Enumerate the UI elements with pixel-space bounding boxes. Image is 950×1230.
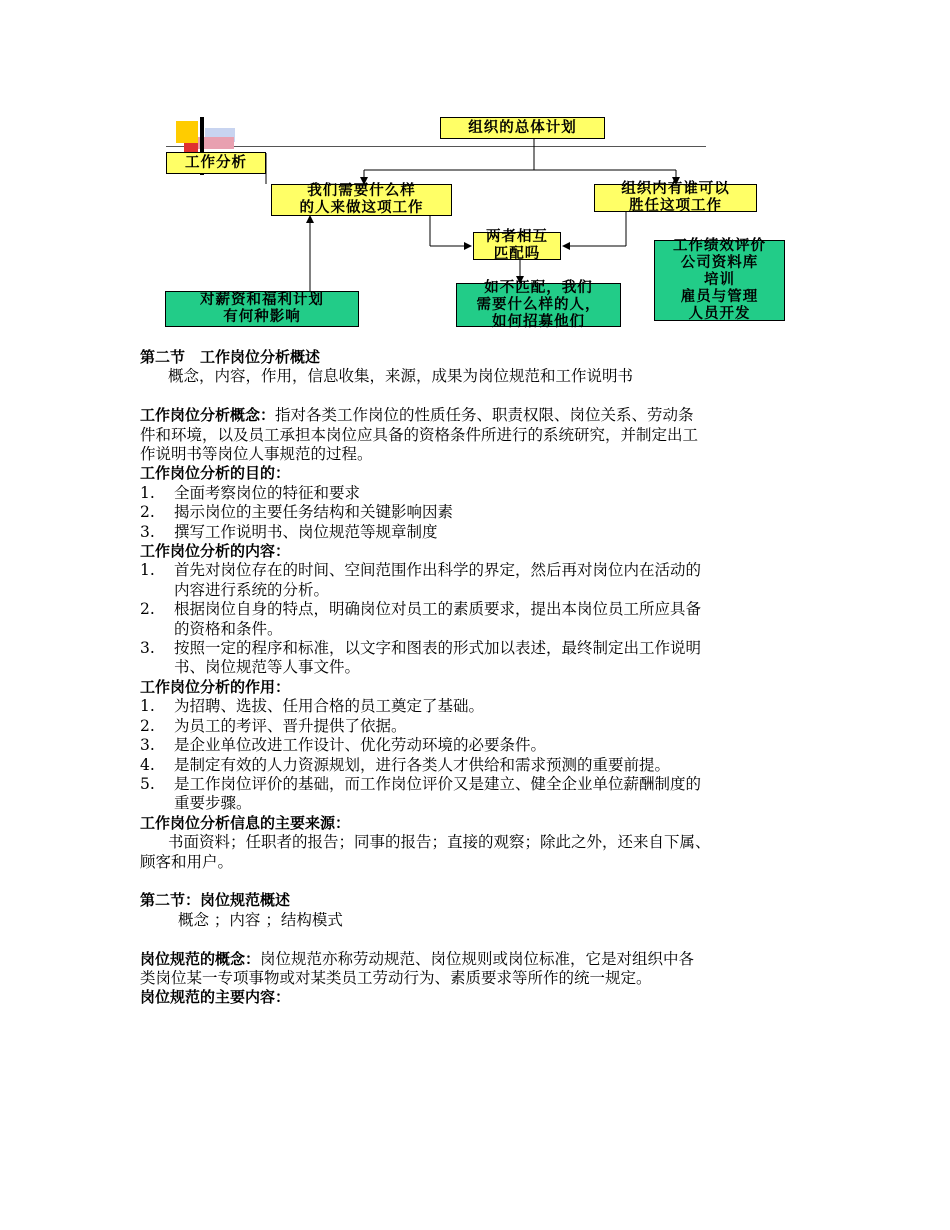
list-number: 1. — [140, 483, 155, 502]
performance-line: 工作绩效评价 — [673, 238, 766, 254]
section-subline: 概念 ；内容 ；结构模式 — [178, 910, 343, 929]
performance-line: 培训 — [704, 272, 735, 288]
need-person-line: 的人来做这项工作 — [299, 200, 424, 216]
concept-text: 指对各类工作岗位的性质任务、职责权限、岗位关系、劳动条 — [275, 406, 694, 425]
concept-paragraph — [140, 406, 830, 425]
performance-line: 人员开发 — [688, 306, 751, 322]
content-heading: 工作岗位分析的内容： — [140, 542, 291, 561]
list-number: 4. — [140, 755, 155, 774]
pay-benefit-box — [165, 291, 359, 327]
recruit-line: 需要什么样的人， — [476, 296, 601, 313]
match-line: 匹配吗 — [493, 246, 541, 262]
list-number: 3. — [140, 522, 155, 541]
performance-line: 雇员与管理 — [680, 289, 759, 305]
source-text: 书面资料；任职者的报告；同事的报告；直接的观察；除此之外，还来自下属、 — [168, 833, 711, 852]
list-text: 是工作岗位评价的基础，而工作岗位评价又是建立、健全企业单位薪酬制度的 — [174, 774, 702, 793]
match-box — [473, 229, 561, 262]
purpose-heading: 工作岗位分析的目的： — [140, 464, 291, 483]
list-number: 3. — [140, 639, 155, 658]
section-heading: 第二节：岗位规范概述 — [140, 891, 291, 910]
overall-plan-label: 组织的总体计划 — [468, 119, 577, 136]
list-item-continuation: 重要步骤。 — [174, 794, 252, 813]
performance-box — [654, 240, 785, 321]
list-text: 为招聘、选拔、任用合格的员工奠定了基础。 — [174, 697, 485, 716]
list-item — [140, 697, 830, 716]
list-text: 根据岗位自身的特点，明确岗位对员工的素质要求，提出本岗位员工所应具备 — [174, 600, 702, 619]
list-item — [140, 484, 830, 503]
match-line: 两者相互 — [486, 229, 548, 245]
spec-content-heading: 岗位规范的主要内容： — [140, 988, 291, 1007]
list-item — [140, 523, 830, 542]
list-item — [140, 639, 830, 658]
section-subline: 概念，内容，作用，信息收集，来源，成果为岗位规范和工作说明书 — [168, 367, 634, 386]
list-item — [140, 775, 830, 794]
job-analysis-diagram — [0, 0, 950, 340]
role-heading: 工作岗位分析的作用： — [140, 677, 291, 696]
source-text: 顾客和用户。 — [140, 852, 234, 871]
list-number: 2. — [140, 600, 155, 619]
source-heading: 工作岗位分析信息的主要来源： — [140, 813, 351, 832]
list-item-continuation: 书、岗位规范等人事文件。 — [174, 658, 361, 677]
list-text: 撰写工作说明书、岗位规范等规章制度 — [174, 522, 438, 541]
list-text: 首先对岗位存在的时间、空间范围作出科学的界定，然后再对岗位内在活动的 — [174, 561, 702, 580]
list-item — [140, 600, 830, 619]
list-text: 是制定有效的人力资源规划，进行各类人才供给和需求预测的重要前提。 — [174, 755, 671, 774]
recruit-line: 如何招募他们 — [492, 313, 585, 330]
list-number: 1. — [140, 697, 155, 716]
spec-paragraph — [140, 950, 830, 969]
list-number: 5. — [140, 774, 155, 793]
overall-plan-box — [440, 117, 605, 139]
spec-text: 岗位规范亦称劳动规范、岗位规则或岗位标准，它是对组织中各 — [260, 949, 695, 968]
list-text: 为员工的考评、晋升提供了依据。 — [174, 716, 407, 735]
list-item — [140, 503, 830, 522]
job-analysis-label: 工作分析 — [185, 154, 247, 171]
section-heading: 第二节 工作岗位分析概述 — [140, 348, 321, 366]
who-qualified-box — [594, 181, 757, 214]
list-text: 按照一定的程序和标准，以文字和图表的形式加以表述，最终制定出工作说明 — [174, 639, 702, 658]
pay-benefit-line: 有何种影响 — [223, 309, 301, 325]
recruit-line: 如不匹配，我们 — [484, 279, 593, 296]
list-text: 是企业单位改进工作设计、优化劳动环境的必要条件。 — [174, 736, 547, 755]
who-qualified-line: 胜任这项工作 — [629, 198, 722, 214]
list-text: 揭示岗位的主要任务结构和关键影响因素 — [174, 503, 454, 522]
list-item — [140, 736, 830, 755]
concept-label: 工作岗位分析概念： — [140, 406, 276, 425]
recruit-box — [456, 279, 621, 330]
list-text: 全面考察岗位的特征和要求 — [174, 483, 361, 502]
performance-line: 公司资料库 — [680, 255, 759, 271]
need-person-line: 我们需要什么样 — [307, 183, 416, 199]
list-item — [140, 717, 830, 736]
who-qualified-line: 组织内有谁可以 — [621, 181, 730, 197]
document-body — [140, 348, 830, 1008]
concept-text: 作说明书等岗位人事规范的过程。 — [140, 445, 373, 464]
list-item — [140, 756, 830, 775]
spec-text: 类岗位某一专项事物或对某类员工劳动行为、素质要求等所作的统一规定。 — [140, 968, 652, 987]
concept-text: 件和环境，以及员工承担本岗位应具备的资格条件所进行的系统研究，并制定出工 — [140, 425, 699, 444]
list-item-continuation: 内容进行系统的分析。 — [174, 580, 330, 599]
list-number: 3. — [140, 736, 155, 755]
list-number: 1. — [140, 561, 155, 580]
list-number: 2. — [140, 716, 155, 735]
need-person-box — [271, 184, 452, 216]
list-item-continuation: 的资格和条件。 — [174, 619, 283, 638]
job-analysis-box — [166, 152, 266, 174]
pay-benefit-line: 对薪资和福利计划 — [200, 292, 324, 308]
list-item — [140, 561, 830, 580]
spec-label: 岗位规范的概念： — [140, 949, 261, 968]
list-number: 2. — [140, 503, 155, 522]
